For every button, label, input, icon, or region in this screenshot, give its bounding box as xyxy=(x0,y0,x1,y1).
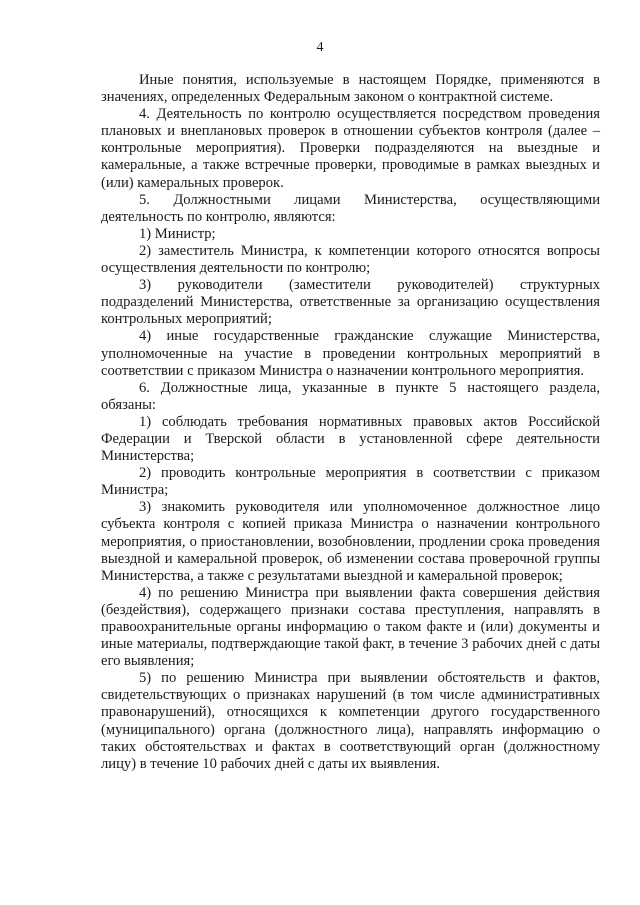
paragraph-item-6-4: 4) по решению Министра при выявлении факта совершения действия (бездействия), содержащего признаки состава преступления, направлять в правоохранительные органы информацию о таком факте и (или) документы и иные материалы, подтверждающие такой факт, в течение 3 рабочих дней с даты его выявления; xyxy=(101,584,600,670)
paragraph-item-6-5: 5) по решению Министра при выявлении обстоятельств и фактов, свидетельствующих о признаках нарушений (в том числе административных правонарушений), относящихся к компетенции другого государственного (муниципального) органа (должностного лица), направлять информацию о таких обстоятельствах и фактах в соответствующий орган (должностному лицу) в течение 10 рабочих дней с даты их выявления. xyxy=(101,670,600,772)
paragraph-definitions: Иные понятия, используемые в настоящем Порядке, применяются в значениях, определенных Федеральным законом о контрактной системе. xyxy=(101,72,600,106)
page-number: 4 xyxy=(316,40,324,55)
paragraph-item-5-3: 3) руководители (заместители руководителей) структурных подразделений Министерства, ответственные за организацию осуществления контрольных мероприятий; xyxy=(101,277,600,328)
paragraph-item-5: 5. Должностными лицами Министерства, осуществляющими деятельность по контролю, являются: xyxy=(101,191,600,225)
document-body xyxy=(101,72,600,773)
paragraph-item-5-2: 2) заместитель Министра, к компетенции которого относятся вопросы осуществления деятельности по контролю; xyxy=(101,242,600,277)
paragraph-item-6-3: 3) знакомить руководителя или уполномоченное должностное лицо субъекта контроля с копией приказа Министра о назначении контрольного мероприятия, о приостановлении, возобновлении, продлении срока проведения выездной и камеральной проверок, об изменении состава проверочной группы Министерства, а также с результатами выездной и камеральной проверок; xyxy=(101,499,600,584)
paragraph-item-4: 4. Деятельность по контролю осуществляется посредством проведения плановых и внеплановых проверок в отношении субъектов контроля (далее – контрольные мероприятия). Проверки подразделяются на выездные и камеральные, а также встречные проверки, проводимые в рамках выездных и (или) камеральных проверок. xyxy=(101,106,600,191)
paragraph-item-6-1: 1) соблюдать требования нормативных правовых актов Российской Федерации и Тверской области в установленной сфере деятельности Министерства; xyxy=(101,413,600,465)
paragraph-item-6: 6. Должностные лица, указанные в пункте 5 настоящего раздела, обязаны: xyxy=(101,379,600,413)
paragraph-item-6-2: 2) проводить контрольные мероприятия в соответствии с приказом Министра; xyxy=(101,465,600,499)
paragraph-item-5-1: 1) Министр; xyxy=(139,225,216,242)
paragraph-item-5-4: 4) иные государственные гражданские служащие Министерства, уполномоченные на участие в проведении контрольных мероприятий в соответствии с приказом Министра о назначении контрольного мероприятия. xyxy=(101,328,600,379)
